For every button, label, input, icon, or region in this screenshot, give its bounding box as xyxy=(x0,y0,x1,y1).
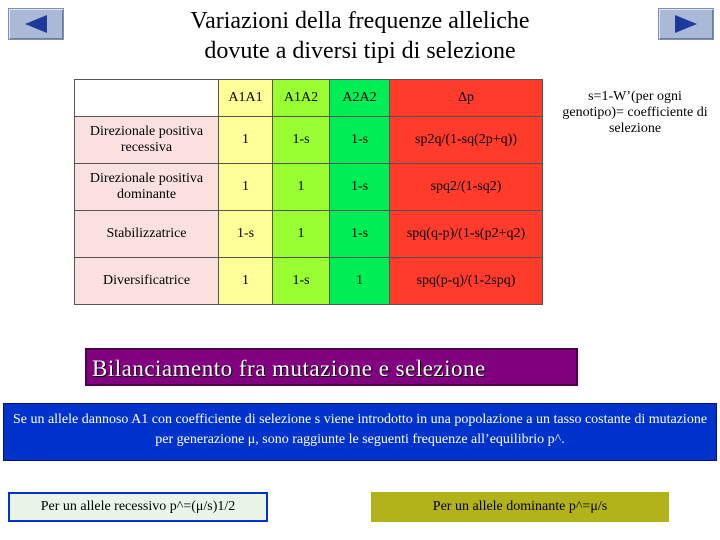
next-slide-button[interactable] xyxy=(658,8,714,40)
table-row xyxy=(75,117,543,164)
row-label: Stabilizzatrice xyxy=(75,211,219,258)
cell-a1a2: 1 xyxy=(273,211,330,258)
table-header-row xyxy=(75,80,543,117)
dominant-formula-box xyxy=(371,492,669,522)
cell-delta-p: spq2/(1-sq2) xyxy=(390,164,543,211)
banner-box xyxy=(85,348,578,386)
explanation-box xyxy=(3,403,717,461)
selection-coefficient-note: s=1-W’(per ogni genotipo)= coefficiente di selezione xyxy=(562,89,708,136)
row-label: Diversificatrice xyxy=(75,258,219,305)
cell-delta-p: spq(p-q)/(1-2spq) xyxy=(390,258,543,305)
cell-a1a2: 1 xyxy=(273,164,330,211)
cell-a1a1: 1 xyxy=(219,117,273,164)
table-row xyxy=(75,164,543,211)
previous-slide-button[interactable] xyxy=(8,8,64,40)
title-line-1: Variazioni della frequenze alleliche xyxy=(190,8,530,34)
header-empty-cell xyxy=(75,80,219,117)
cell-delta-p: sp2q/(1-sq(2p+q)) xyxy=(390,117,543,164)
triangle-left-icon xyxy=(23,14,49,34)
header-a1a2: A1A2 xyxy=(273,80,330,117)
header-a1a1: A1A1 xyxy=(219,80,273,117)
banner-title: Bilanciamento fra mutazione e selezione xyxy=(92,356,486,381)
recessive-formula: Per un allele recessivo p^=(μ/s)1/2 xyxy=(40,499,236,514)
cell-delta-p: spq(q-p)/(1-s(p2+q2) xyxy=(390,211,543,258)
selection-table xyxy=(74,79,543,305)
row-label: Direzionale positiva dominante xyxy=(75,164,219,211)
dominant-formula: Per un allele dominante p^=μ/s xyxy=(432,499,608,514)
triangle-right-icon xyxy=(673,14,699,34)
cell-a1a2: 1-s xyxy=(273,258,330,305)
title-line-2: dovute a diversi tipi di selezione xyxy=(204,38,516,64)
page-title xyxy=(110,6,610,66)
header-delta-p: Δp xyxy=(390,80,543,117)
header-a2a2: A2A2 xyxy=(330,80,390,117)
table-row xyxy=(75,258,543,305)
row-label: Direzionale positiva recessiva xyxy=(75,117,219,164)
table-row xyxy=(75,211,543,258)
cell-a1a1: 1 xyxy=(219,164,273,211)
cell-a1a2: 1-s xyxy=(273,117,330,164)
cell-a2a2: 1-s xyxy=(330,117,390,164)
explanation-text: Se un allele dannoso A1 con coefficiente di selezione s viene introdotto in una popolazione a un tasso costante di mutazione per generazione μ, sono raggiunte le seguenti frequenze all’equilibrio p^. xyxy=(12,412,708,447)
cell-a2a2: 1 xyxy=(330,258,390,305)
cell-a1a1: 1 xyxy=(219,258,273,305)
cell-a2a2: 1-s xyxy=(330,164,390,211)
recessive-formula-box xyxy=(8,492,268,522)
cell-a1a1: 1-s xyxy=(219,211,273,258)
cell-a2a2: 1-s xyxy=(330,211,390,258)
